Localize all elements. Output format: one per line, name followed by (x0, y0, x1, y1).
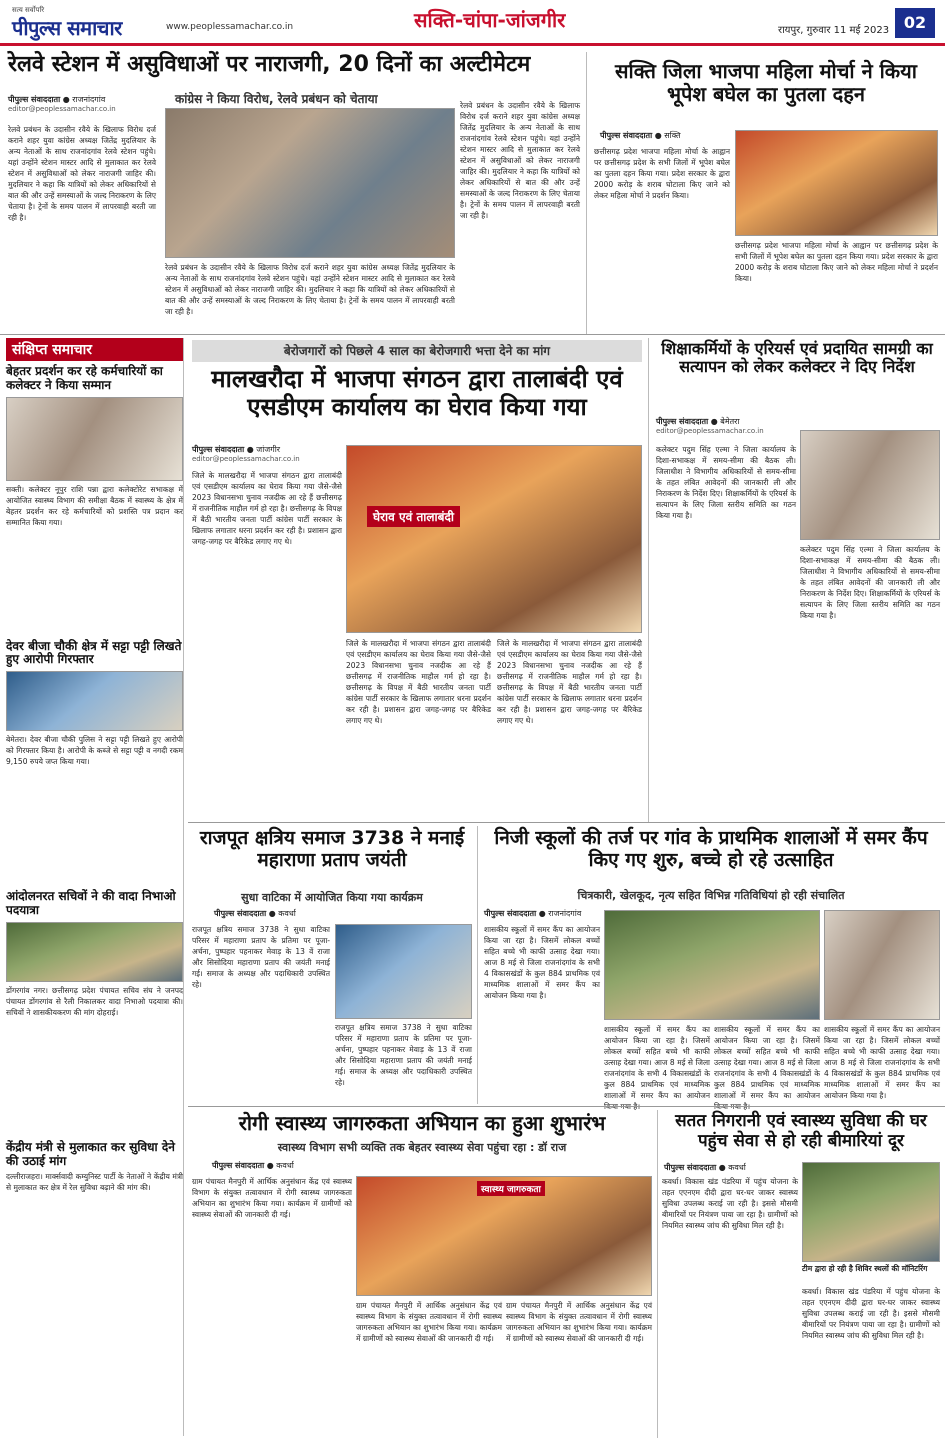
story4-headline-wrap (654, 340, 940, 410)
logo-text: पीपुल्स समाचार (12, 16, 122, 40)
story8-headline[interactable]: सतत निगरानी एवं स्वास्थ्य सुविधा की घर पहुंच सेवा से हो रही बीमारियां दूर (675, 1111, 927, 1151)
story8-byline-wrap: पीपुल्स संवाददाता ● कवर्धा (664, 1163, 746, 1172)
brief3-body: डोंगरगांव नगर। छत्तीसगढ़ प्रदेश पंचायत सचिव संघ ने जनपद पंचायत डोंगरगांव से रैली निकालकर वादा निभाओ पदयात्रा की। सचिवों ने शासकीयकरण की मांग दोहराई। (6, 985, 183, 1017)
story1-body-cont: रेलवे प्रबंधन के उदासीन रवैये के खिलाफ विरोध दर्ज कराने शहर युवा कांग्रेस अध्यक्ष जितेंद्र मुदलियार के अन्य नेताओं के साथ राजनांदगांव रेलवे स्टेशन पहुंचे। यहां उन्होंने स्टेशन मास्टर आदि से मुलाकात कर रेलवे स्टेशन में असुविधाओं को लेकर नाराजगी जाहिर की। मुदलियार ने कहा कि यात्रियों को लेकर अधिकारियों से बात की और उन्हें समस्याओं के जल्द निराकरण के लिए चेताया है। ट्रेनों के समय पालन में लापरवाही बरती जा रही है। (165, 263, 455, 316)
story6-body: शासकीय स्कूलों में समर कैंप का आयोजन किया जा रहा है। जिसमें लोकल बच्चों सहित बच्चे भी काफी उत्साह देखा गया। आज 8 मई से जिला राजनांदगांव के सभी 4 विकासखंडों के कुल 884 प्राथमिक एवं माध्यमिक शालाओं में समर कैंप का आयोजन किया गया है। (484, 925, 600, 1000)
edition-title: सक्ति-चांपा-जांजगीर (414, 8, 566, 32)
story2-photo (735, 130, 938, 236)
story7-photo (356, 1176, 652, 1296)
story6-body-col4: शासकीय स्कूलों में समर कैंप का आयोजन किया जा रहा है। जिसमें लोकल बच्चों सहित बच्चे भी काफी उत्साह देखा गया। आज 8 मई से जिला राजनांदगांव के सभी 4 विकासखंडों के कुल 884 प्राथमिक एवं माध्यमिक शालाओं में समर कैंप का आयोजन किया गया है। (824, 1025, 940, 1100)
story3-email[interactable]: editor@peoplessamachar.co.in (192, 455, 300, 463)
brief4-body: दल्लीराजहरा। मार्क्सवादी कम्युनिस्ट पार्टी के नेताओं ने केंद्रीय मंत्री से मुलाकात कर क्षेत्र में रेल सुविधा बढ़ाने की मांग की। (6, 1172, 183, 1193)
story3-byline: पीपुल्स संवाददाता (192, 445, 245, 454)
story2-body-cont: छत्तीसगढ़ प्रदेश भाजपा महिला मोर्चा के आह्वान पर छत्तीसगढ़ प्रदेश के सभी जिलों में भूपेश बघेल का पुतला दहन किया गया। प्रदेश सरकार के द्वारा 2000 करोड़ के शराब घोटाला किए जाने को लेकर महिला मोर्चा ने प्रदर्शन किया। (735, 241, 938, 283)
masthead (0, 0, 945, 46)
story4-place: बेमेतरा (720, 417, 740, 426)
story7-photo-banner: स्वास्थ्य जागरुकता (477, 1181, 545, 1196)
story7-place: कवर्धा (276, 1161, 294, 1170)
story8-photo (802, 1162, 940, 1262)
column-divider (586, 52, 587, 334)
story1-email[interactable]: editor@peoplessamachar.co.in (8, 105, 116, 113)
page-number: 02 (895, 8, 935, 38)
column-divider (477, 826, 478, 1104)
story2-headline[interactable]: सक्ति जिला भाजपा महिला मोर्चा ने किया भूपेश बघेल का पुतला दहन (615, 59, 917, 106)
story7-byline: पीपुल्स संवाददाता (212, 1161, 265, 1170)
story5-body-col2: राजपूत क्षत्रिय समाज 3738 ने सुधा वाटिका परिसर में महाराणा प्रताप के प्रतिमा पर पूजा-अर्चना, पुष्पहार पहनाकर मेवाड़ के 13 वें राजा और सिसोदिया महाराणा प्रताप की जयंती मनाई गई। समाज के अध्यक्ष और पदाधिकारी उपस्थित रहे। (335, 1023, 472, 1087)
story8-body: कवर्धा। विकास खंड पंडरिया में पहुंच योजना के तहत एएनएम दीदी द्वारा घर-घर जाकर स्वास्थ्य सुविधा उपलब्ध कराई जा रही है। इससे मौसमी बीमारियों पर नियंत्रण पाया जा रहा है। ग्रामीणों को नियमित स्वास्थ्य जांच की सुविधा मिल रही है। (662, 1177, 798, 1230)
story7-body-col2: ग्राम पंचायत मैनपुरी में आर्थिक अनुसंधान केंद्र एवं स्वास्थ्य विभाग के संयुक्त तत्वावधान में रोगी स्वास्थ्य जागरुकता अभियान का शुभारंभ किया गया। कार्यक्रम में ग्रामीणों को स्वास्थ्य सेवाओं की जानकारी दी गई। (356, 1301, 502, 1343)
brief1-body: सक्ती। कलेक्टर नूपुर राशि पन्ना द्वारा कलेक्टोरेट सभाकक्ष में आयोजित स्वास्थ्य विभाग की समीक्षा बैठक में स्वास्थ्य के क्षेत्र में बेहतर प्रदर्शन कर रहे कर्मचारियों को प्रशस्ति पत्र प्रदान कर सम्मानित किया गया। (6, 484, 183, 527)
story3-photo (346, 445, 642, 633)
story3-headline[interactable]: मालखरौदा में भाजपा संगठन द्वारा तालाबंदी एवं एसडीएम कार्यालय का घेराव किया गया (211, 365, 623, 421)
story8-headline-wrap (662, 1112, 940, 1158)
story6-body-col2: शासकीय स्कूलों में समर कैंप का आयोजन किया जा रहा है। जिसमें लोकल बच्चों सहित बच्चे भी काफी उत्साह देखा गया। आज 8 मई से जिला राजनांदगांव के सभी 4 विकासखंडों के कुल 884 प्राथमिक एवं माध्यमिक शालाओं में समर कैंप का आयोजन (604, 1025, 710, 1100)
section-divider (188, 822, 945, 823)
story1-subheadline: कांग्रेस ने किया विरोध, रेलवे प्रबंधन को चेताया (175, 92, 378, 106)
story1-byline: पीपुल्स संवाददाता (8, 95, 61, 104)
story3-body-col2: जिले के मालखरौदा में भाजपा संगठन द्वारा तालाबंदी एवं एसडीएम कार्यालय का घेराव किया गया जैसे-जैसे 2023 विधानसभा चुनाव नजदीक आ रहे हैं छत्तीसगढ़ में राजनीतिक माहौल गर्म हो रहा है। छत्तीसगढ़ के विपक्ष में बैठी भारतीय जनता पार्टी कांग्रेस पार्टी सरकार के खिलाफ लगातार धरना प्रदर्शन कर रही है। प्रशासन द्वारा जगह-जगह पर बैरिकेड लगाए गए थे। (346, 639, 491, 725)
story1-place: राजनांदगांव (72, 95, 106, 104)
brief4-headline[interactable]: केंद्रीय मंत्री से मुलाकात कर सुविधा देने की उठाई मांग (6, 1139, 175, 1168)
story1-body-col3: रेलवे प्रबंधन के उदासीन रवैये के खिलाफ विरोध दर्ज कराने शहर युवा कांग्रेस अध्यक्ष जितेंद्र मुदलियार के अन्य नेताओं के साथ राजनांदगांव रेलवे स्टेशन पहुंचे। यहां उन्होंने स्टेशन मास्टर आदि से मुलाकात कर रेलवे स्टेशन में असुविधाओं को लेकर नाराजगी जाहिर की। मुदलियार ने कहा कि यात्रियों को लेकर अधिकारियों से बात की और उन्हें समस्याओं के जल्द निराकरण के लिए चेताया है। ट्रेनों के समय पालन में लापरवाही बरती जा रही है। (460, 101, 580, 220)
story5-headline-wrap (192, 828, 472, 888)
story2-place: सक्ति (664, 131, 681, 140)
story7-subheadline: स्वास्थ्य विभाग सभी व्यक्ति तक बेहतर स्वास्थ्य सेवा पहुंचा रहा : डॉ राज (277, 1141, 567, 1154)
story7-body-col3: ग्राम पंचायत मैनपुरी में आर्थिक अनुसंधान केंद्र एवं स्वास्थ्य विभाग के संयुक्त तत्वावधान में रोगी स्वास्थ्य जागरुकता अभियान का शुभारंभ किया गया। कार्यक्रम में ग्रामीणों को स्वास्थ्य सेवाओं की जानकारी दी गई। (506, 1301, 652, 1343)
story4-email[interactable]: editor@peoplessamachar.co.in (656, 427, 764, 435)
story3-body-col3: जिले के मालखरौदा में भाजपा संगठन द्वारा तालाबंदी एवं एसडीएम कार्यालय का घेराव किया गया जैसे-जैसे 2023 विधानसभा चुनाव नजदीक आ रहे हैं छत्तीसगढ़ में राजनीतिक माहौल गर्म हो रहा है। छत्तीसगढ़ के विपक्ष में बैठी भारतीय जनता पार्टी कांग्रेस पार्टी सरकार के खिलाफ लगातार धरना प्रदर्शन कर रही है। प्रशासन द्वारा जगह-जगह पर बैरिकेड लगाए गए थे। (497, 639, 642, 725)
story7-headline[interactable]: रोगी स्वास्थ्य जागरुकता अभियान का हुआ शुभारंभ (238, 1111, 606, 1135)
story5-byline-wrap: पीपुल्स संवाददाता ● कवर्धा (214, 909, 296, 918)
story6-byline-wrap: पीपुल्स संवाददाता ● राजनांदगांव (484, 909, 582, 918)
story4-byline-wrap: पीपुल्स संवाददाता ● बेमेतरा editor@peoplessamachar.co.in (656, 416, 856, 435)
story2-byline: पीपुल्स संवाददाता (600, 131, 653, 140)
story3-headline-wrap (192, 366, 642, 442)
story3-place: जांजगीर (256, 445, 281, 454)
story6-photo-2 (824, 910, 940, 1020)
brief2-body: बेमेतरा। देवर बीजा चौकी पुलिस ने सट्टा पट्टी लिखते हुए आरोपी को गिरफ्तार किया है। आरोपी के कब्जे से सट्टा पट्टी व नगदी रकम 9,150 रुपये जप्त किया गया। (6, 735, 183, 767)
brief2-headline[interactable]: देवर बीजा चौकी क्षेत्र में सट्टा पट्टी लिखते हुए आरोपी गिरफ्तार (6, 638, 182, 667)
story6-headline-wrap (482, 828, 940, 886)
story3-photo-banner: घेराव एवं तालाबंदी (367, 506, 460, 527)
story1-body: रेलवे प्रबंधन के उदासीन रवैये के खिलाफ विरोध दर्ज कराने शहर युवा कांग्रेस अध्यक्ष जितेंद्र मुदलियार के अन्य नेताओं के साथ राजनांदगांव रेलवे स्टेशन पहुंचे। यहां उन्होंने स्टेशन मास्टर आदि से मुलाकात कर रेलवे स्टेशन में असुविधाओं को लेकर नाराजगी जाहिर की। मुदलियार ने कहा कि यात्रियों को लेकर अधिकारियों से बात की और उन्हें समस्याओं के जल्द निराकरण के लिए चेताया है। ट्रेनों के समय पालन में लापरवाही बरती जा रही है। (8, 125, 157, 222)
story5-body: राजपूत क्षत्रिय समाज 3738 ने सुधा वाटिका परिसर में महाराणा प्रताप के प्रतिमा पर पूजा-अर्चना, पुष्पहार पहनाकर मेवाड़ के 13 वें राजा और सिसोदिया महाराणा प्रताप की जयंती मनाई गई। समाज के अध्यक्ष और पदाधिकारी उपस्थित रहे। (192, 925, 330, 989)
brief2-photo (6, 671, 183, 731)
brief3-headline[interactable]: आंदोलनरत सचिवों ने की वादा निभाओ पदयात्रा (6, 889, 176, 917)
story2-body: छत्तीसगढ़ प्रदेश भाजपा महिला मोर्चा के आह्वान पर छत्तीसगढ़ प्रदेश के सभी जिलों में भूपेश बघेल का पुतला दहन किया गया। प्रदेश सरकार के द्वारा 2000 करोड़ के शराब घोटाला किए जाने को लेकर महिला मोर्चा ने प्रदर्शन किया। (594, 147, 730, 200)
story4-photo (800, 430, 940, 540)
story4-byline: पीपुल्स संवाददाता (656, 417, 709, 426)
section-divider (0, 334, 945, 335)
story2-byline-wrap: पीपुल्स संवाददाता ● सक्ति (600, 131, 681, 140)
story5-subheadline: सुधा वाटिका में आयोजित किया गया कार्यक्रम (241, 891, 423, 904)
briefs-title: संक्षिप्त समाचार (6, 338, 183, 361)
brief3-photo (6, 922, 183, 982)
story8-place: कवर्धा (728, 1163, 746, 1172)
story6-headline[interactable]: निजी स्कूलों की तर्ज पर गांव के प्राथमिक शालाओं में समर कैंप किए गए शुरु, बच्चे हो रहे उत्साहित (494, 827, 928, 871)
section-divider (188, 1106, 945, 1107)
story6-byline: पीपुल्स संवाददाता (484, 909, 537, 918)
newspaper-logo[interactable] (12, 6, 162, 40)
story5-photo (335, 924, 472, 1019)
story6-subheadline: चित्रकारी, खेलकूद, नृत्य सहित विभिन्न गतिविधियां हो रही संचालित (577, 889, 845, 902)
story8-body-col2: कवर्धा। विकास खंड पंडरिया में पहुंच योजना के तहत एएनएम दीदी द्वारा घर-घर जाकर स्वास्थ्य सुविधा उपलब्ध कराई जा रही है। इससे मौसमी बीमारियों पर नियंत्रण पाया जा रहा है। ग्रामीणों को नियमित स्वास्थ्य जांच की सुविधा मिल रही है। (802, 1287, 940, 1340)
story4-body-col2: कलेक्टर पदुम सिंह एल्मा ने जिला कार्यालय के दिशा-सभाकक्ष में समय-सीमा की बैठक ली। जिलाधीश ने विभागीय अधिकारियों से समय-सीमा के तहत लंबित आवेदनों की जानकारी ली और निराकरण के निर्देश दिए। शिक्षाकर्मियों के एरियर्स के सत्यापन के लिए जिला स्तरीय समिति का गठन किया गया है। (800, 545, 940, 620)
website-url[interactable]: www.peoplessamachar.co.in (166, 22, 294, 32)
story7-headline-wrap (192, 1112, 652, 1140)
story5-byline: पीपुल्स संवाददाता (214, 909, 267, 918)
column-divider (648, 338, 649, 822)
story8-photo-caption: टीम द्वारा हो रही है शिविर स्थलों की मॉनिटरिंग (802, 1264, 928, 1273)
briefs-column (6, 338, 184, 1436)
story6-photo-1 (604, 910, 820, 1020)
brief1-headline[interactable]: बेहतर प्रदर्शन कर रहे कर्मचारियों का कलेक्टर ने किया सम्मान (6, 364, 163, 392)
story8-byline: पीपुल्स संवाददाता (664, 1163, 717, 1172)
brief1-photo (6, 397, 183, 481)
story6-place: राजनांदगांव (548, 909, 582, 918)
story3-byline-wrap: पीपुल्स संवाददाता ● जांजगीर editor@peoplessamachar.co.in (192, 444, 342, 463)
story6-body-col3: शासकीय स्कूलों में समर कैंप का आयोजन किया जा रहा है। जिसमें लोकल बच्चों सहित बच्चे भी काफी उत्साह देखा गया। आज 8 मई से जिला राजनांदगांव के सभी 4 विकासखंडों के कुल 884 प्राथमिक एवं माध्यमिक शालाओं में समर कैंप का आयोजन (714, 1025, 820, 1100)
story2-headline-wrap (594, 60, 938, 126)
logo-tagline: सत्य सर्वोपरि (12, 6, 45, 14)
story1-photo (165, 108, 455, 258)
story5-place: कवर्धा (278, 909, 296, 918)
story5-headline[interactable]: राजपूत क्षत्रिय समाज 3738 ने मनाई महाराणा प्रताप जयंती (199, 827, 465, 871)
story1-headline[interactable]: रेलवे स्टेशन में असुविधाओं पर नाराजगी, 20 दिनों का अल्टीमेटम (8, 52, 531, 77)
story7-byline-wrap: पीपुल्स संवाददाता ● कवर्धा (212, 1161, 294, 1170)
story1-headline-wrap (8, 52, 578, 86)
issue-date: रायपुर, गुरुवार 11 मई 2023 (778, 25, 890, 36)
column-divider (657, 1110, 658, 1438)
story4-body: कलेक्टर पदुम सिंह एल्मा ने जिला कार्यालय के दिशा-सभाकक्ष में समय-सीमा की बैठक ली। जिलाधीश ने विभागीय अधिकारियों से समय-सीमा के तहत लंबित आवेदनों की जानकारी ली और निराकरण के निर्देश दिए। शिक्षाकर्मियों के एरियर्स के सत्यापन के लिए जिला स्तरीय समिति का गठन किया गया है। (656, 445, 796, 520)
story3-kicker: बेरोजगारों को पिछले 4 साल का बेरोजगारी भत्ता देने का मांग (192, 340, 642, 362)
story7-body: ग्राम पंचायत मैनपुरी में आर्थिक अनुसंधान केंद्र एवं स्वास्थ्य विभाग के संयुक्त तत्वावधान में रोगी स्वास्थ्य जागरुकता अभियान का शुभारंभ किया गया। कार्यक्रम में ग्रामीणों को स्वास्थ्य सेवाओं की जानकारी दी गई। (192, 1177, 352, 1219)
story1-byline-wrap: पीपुल्स संवाददाता ● राजनांदगांव editor@peoplessamachar.co.in (8, 94, 168, 113)
story4-headline[interactable]: शिक्षाकर्मियों के एरियर्स एवं प्रदायित सामग्री का सत्यापन को लेकर कलेक्टर ने दिए निर्देश (661, 339, 933, 377)
story3-body: जिले के मालखरौदा में भाजपा संगठन द्वारा तालाबंदी एवं एसडीएम कार्यालय का घेराव किया गया जैसे-जैसे 2023 विधानसभा चुनाव नजदीक आ रहे हैं छत्तीसगढ़ में राजनीतिक माहौल गर्म हो रहा है। छत्तीसगढ़ के विपक्ष में बैठी भारतीय जनता पार्टी कांग्रेस पार्टी सरकार के खिलाफ लगातार धरना प्रदर्शन कर रही है। प्रशासन द्वारा जगह-जगह पर बैरिकेड लगाए गए थे। (192, 471, 342, 546)
